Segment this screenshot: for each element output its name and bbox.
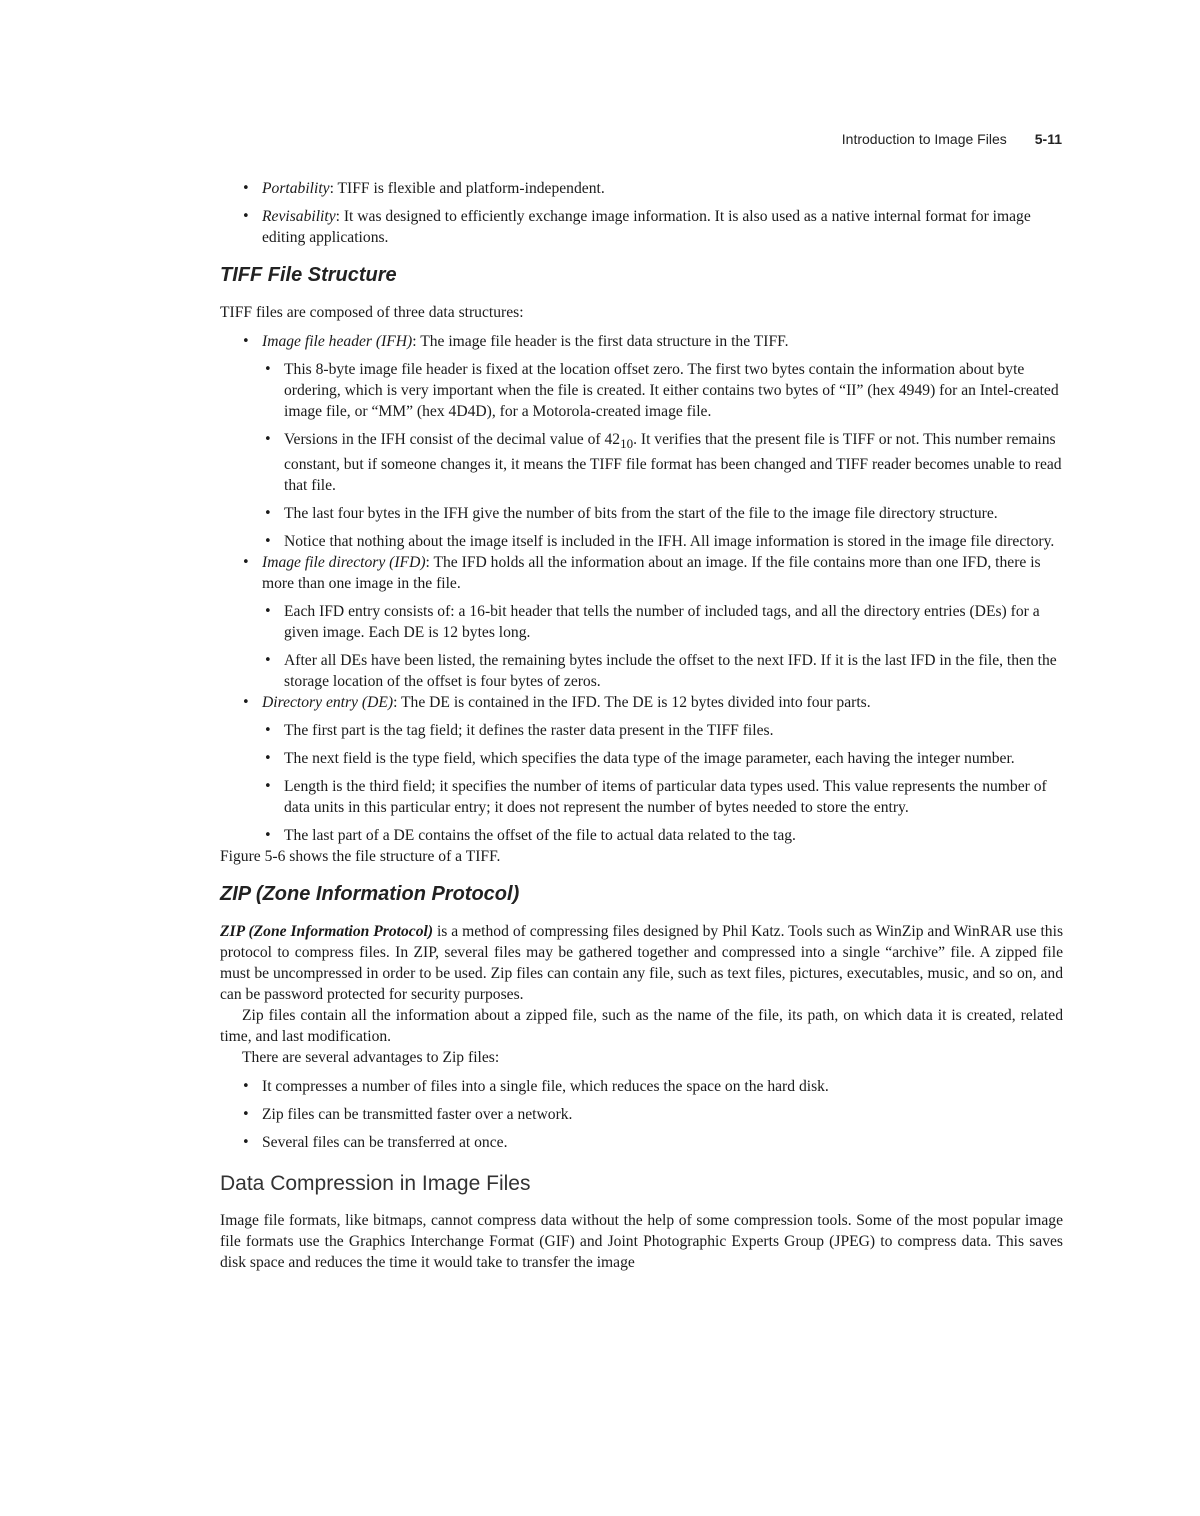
running-header-title: Introduction to Image Files	[841, 131, 1007, 147]
list-item: • Versions in the IFH consist of the decimal value of $42_{10}$. It verifies that the present file is TIFF or not. This number remains constant, but if someone changes it, it means the TIFF file format has been changed and TIFF reader becomes unable to read that file.	[262, 429, 1063, 496]
list-item: • The last part of a DE contains the offset of the file to actual data related to the tag.	[262, 825, 1063, 846]
section-heading-zip: ZIP (Zone Information Protocol)	[220, 883, 520, 906]
list-item	[220, 331, 1063, 552]
list-item: • After all DEs have been listed, the remaining bytes include the offset to the next IFD. If it is the last IFD in the file, then the storage location of the offset is four bytes of zeros.	[262, 650, 1063, 692]
list-item	[220, 692, 1063, 846]
de-sub-list	[262, 720, 1063, 846]
zip-paragraph-1: ZIP (Zone Information Protocol) is a method of compressing files designed by Phil Katz. Tools such as WinZip and WinRAR use this protocol to compress files. In ZIP, several files may be gathered together and compressed into a single “archive” file. A zipped file must be uncompressed in order to be used. Zip files can contain any file, such as text files, pictures, executables, music, and so on, and can be password protected for security purposes.	[220, 923, 1064, 1004]
list-item: • The next field is the type field, which specifies the data type of the image parameter, each having the integer number.	[262, 748, 1063, 769]
list-item: • Several files can be transferred at once.	[220, 1132, 1063, 1153]
compression-paragraph: Image file formats, like bitmaps, cannot compress data without the help of some compression tools. Some of the most popular image file formats use the Graphics Interchange Format (GIF) and Joint Photographic Experts Group (JPEG) to compress data. This saves disk space and reduces the time it would take to transfer the image	[220, 1212, 1063, 1272]
list-item: • The last four bytes in the IFH give the number of bits from the start of the file to the image file directory structure.	[262, 503, 1063, 524]
list-item: • It compresses a number of files into a single file, which reduces the space on the hard disk.	[220, 1076, 1063, 1097]
section-heading-tiff: TIFF File Structure	[220, 264, 397, 286]
section-heading-compression: Data Compression in Image Files	[220, 1172, 531, 1196]
bullet-term: Image file header (IFH)	[262, 333, 413, 350]
list-item: • Zip files can be transmitted faster over a network.	[220, 1104, 1063, 1125]
ifh-sub-list	[262, 359, 1063, 552]
bullet-text: : It was designed to efficiently exchange image information. It is also used as a native internal format for image editing applications.	[262, 208, 1031, 246]
bullet-term: Image file directory (IFD)	[262, 554, 426, 572]
list-item	[220, 552, 1063, 692]
bullet-term: Portability	[262, 180, 330, 197]
bullet-text: : TIFF is flexible and platform-independent.	[329, 180, 605, 197]
list-item	[220, 178, 1063, 199]
list-item	[220, 206, 1063, 248]
list-item: • The first part is the tag field; it defines the raster data present in the TIFF files.	[262, 720, 1063, 741]
list-item: • This 8-byte image file header is fixed at the location offset zero. The first two bytes contain the information about byte ordering, which is very important when the file is created. It either contains two bytes of “II” (hex 4949) for an Intel-created image file, or “MM” (hex 4D4D), for a Motorola-created image file.	[262, 359, 1063, 422]
list-item: • Each IFD entry consists of: a 16-bit header that tells the number of included tags, and all the directory entries (DEs) for a given image. Each DE is 12 bytes long.	[262, 601, 1063, 643]
zip-paragraph-2: Zip files contain all the information about a zipped file, such as the name of the file, its path, on which data it is created, related time, and last modification.	[220, 1007, 1063, 1046]
ifd-sub-list	[262, 601, 1063, 692]
running-header	[700, 131, 1062, 147]
bullet-term: Revisability	[262, 208, 336, 225]
list-item: • Notice that nothing about the image itself is included in the IFH. All image information is stored in the image file directory.	[262, 531, 1063, 552]
list-item: • Length is the third field; it specifies the number of items of particular data types used. This value represents the number of data units in this particular entry; it does not represent the number of bytes needed to store the entry.	[262, 776, 1063, 818]
tiff-lead-paragraph: TIFF files are composed of three data structures:	[220, 304, 524, 321]
bullet-text: : The IFD holds all the information about an image. If the file contains more than one IFD, there is more than one image in the file.	[262, 554, 1041, 593]
page-number: 5-11	[1034, 131, 1062, 147]
figure-reference: Figure 5-6 shows the file structure of a TIFF.	[220, 848, 501, 866]
intro-bullet-list	[220, 178, 1063, 248]
bullet-term: Directory entry (DE)	[262, 694, 394, 712]
page-body	[220, 178, 1063, 1273]
tiff-structure-list	[220, 331, 1063, 846]
bullet-text: : The image file header is the first data structure in the TIFF.	[412, 333, 789, 350]
zip-advantages-list	[220, 1076, 1063, 1153]
zip-paragraph-3: There are several advantages to Zip files:	[242, 1049, 500, 1067]
bullet-text: : The DE is contained in the IFD. The DE is 12 bytes divided into four parts.	[393, 694, 871, 712]
